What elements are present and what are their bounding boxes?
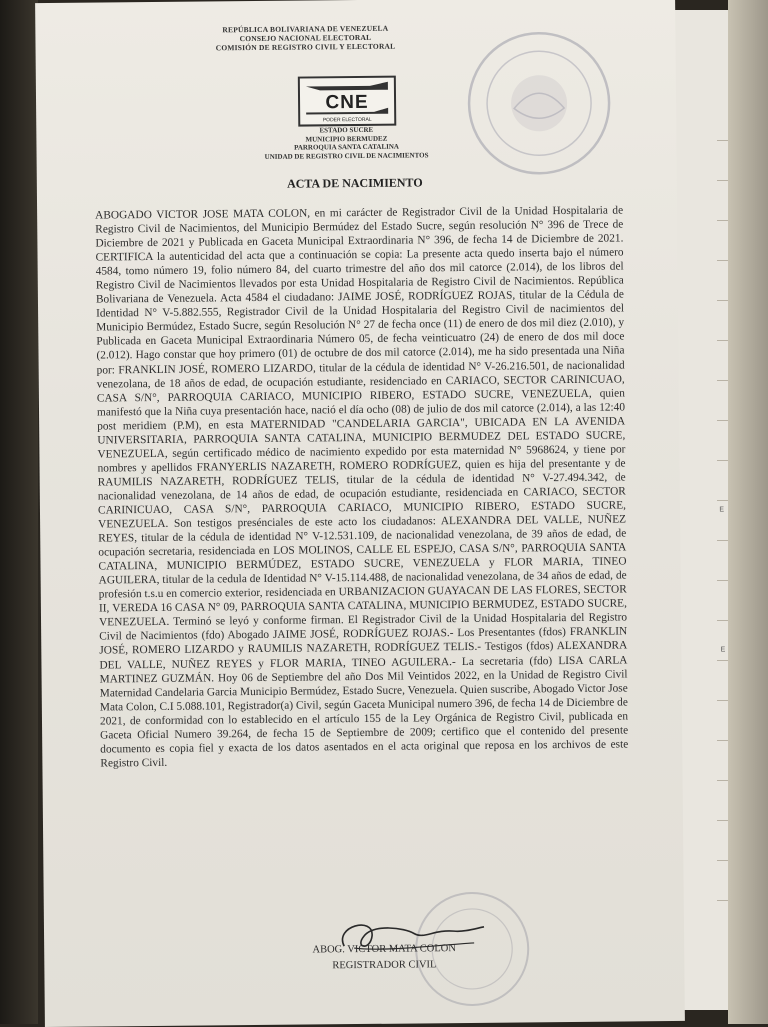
logo-text: CNE [325,91,369,114]
side-tab-marker: E [719,506,725,514]
birth-certificate-page [35,0,726,1027]
document-header [155,23,455,53]
document-title: ACTA DE NACIMIENTO [286,175,423,191]
header-line-republic: REPÚBLICA BOLIVARIANA DE VENEZUELA [222,23,389,35]
subheader-unit: UNIDAD DE REGISTRO CIVIL DE NACIMIENTOS [264,150,429,161]
side-tab-marker: E [720,646,726,654]
background-right [728,0,768,1024]
registrar-role: REGISTRADOR CIVIL [332,959,437,972]
header-line-commission: COMISIÓN DE REGISTRO CIVIL Y ELECTORAL [215,41,396,53]
subheader-municipality: MUNICIPIO BERMUDEZ [305,134,388,144]
subheader-parish: PARROQUIA SANTA CATALINA [294,142,399,152]
registry-unit-header [216,125,476,161]
registrar-name: ABOG. VICTOR MATA COLON [312,943,456,956]
header-line-council: CONSEJO NACIONAL ELECTORAL [239,32,372,44]
logo-subtitle: PODER ELECTORAL [322,116,372,124]
certificate-body [95,203,628,770]
background-left [0,0,38,1024]
certificate-body-paragraph: ABOGADO VICTOR JOSE MATA COLON, en mi carácter de Registrador Civil de la Unidad Hospitalaria de Registro Civil de Nacimientos, del Municipio Bermúdez del Estado Sucre, según resolución N° 396 de Trece de Diciembre de 2021 y Publicada en Gaceta Municipal Extraordinaria N° 396, de fecha 14 de Diciembre de 2021. CERTIFICA la autenticidad del acta que a continuación se copia: La presente acta quedo inserta bajo el número 4584, tomo número 19, folio número 84, del cuarto trimestre del año dos mil catorce (2.014), de los libros del Registro Civil de Nacimientos llevados por esta Unidad Hospitalaria de Registro Civil de Nacimientos. República Bolivariana de Venezuela. Acta 4584 el ciudadano: JAIME JOSÉ, RODRÍGUEZ ROJAS, titular de la Cédula de Identidad N° V-5.882.555, Registrador Civil de la Unidad Hospitalaria del Registro Civil de nacimientos del Municipio Bermúdez, Estado Sucre, según Resolución N° 27 de fecha once (11) de enero de dos mil diez (2.010), y Publicada en Gaceta Municipal Extraordinaria Número 05, de fecha veinticuatro (24) de enero de dos mil doce (2.012). Hago constar que hoy primero (01) de octubre de dos mil catorce (2.014), me ha sido presentada una Niña por: FRANKLIN JOSÉ, ROMERO LIZARDO, titular de la cédula de identidad N° V-26.216.501, de nacionalidad venezolana, de 18 años de edad, de ocupación estudiante, residenciado en CARIACO, SECTOR CARINICUAO, CASA S/N°, PARROQUIA CARIACO, MUNICIPIO RIBERO, ESTADO SUCRE, VENEZUELA, quien manifestó que la Niña cuya presentación hace, nació el día ocho (08) de julio de dos mil catorce (2.014), a las 12:40 post meridiem (P.M), en esta MATERNIDAD "CANDELARIA GARCIA", UBICADA EN LA AVENIDA UNIVERSITARIA, PARROQUIA SANTA CATALINA, MUNICIPIO BERMUDEZ DEL ESTADO SUCRE, VENEZUELA, según certificado médico de nacimiento expedido por esta maternidad N° 5968624, y tiene por nombres y apellidos FRANYERLIS NAZARETH, ROMERO RODRÍGUEZ, quien es hija del presentante y de RAUMILIS NAZARETH, RODRÍGUEZ TELIS, titular de la cédula de identidad N° V-27.494.342, de nacionalidad venezolana, de 14 años de edad, de ocupación estudiante, residenciada en CARIACO, SECTOR CARINICUAO, CASA S/N°, PARROQUIA CARIACO, MUNICIPIO RIBERO, ESTADO SUCRE, VENEZUELA. Son testigos presénciales de este acto los ciudadanos: ALEXANDRA DEL VALLE, NUÑEZ REYES, titular de la cédula de identidad N° V-12.531.109, de nacionalidad venezolana, de 39 años de edad, de ocupación secretaria, residenciada en LOS MOLINOS, CALLE EL ESPEJO, CASA S/N°, PARROQUIA SANTA CATALINA, MUNICIPIO BERMÚDEZ, ESTADO SUCRE, VENEZUELA y FLOR MARIA, TINEO AGUILERA, titular de la cedula de Identidad N° V-15.114.488, de nacionalidad venezolana, de 34 años de edad, de profesión t.s.u en comercio exterior, residenciada en URBANIZACION GUAYACAN DE LAS FLORES, SECTOR II, VEREDA 16 CASA N° 09, PARROQUIA SANTA CATALINA, MUNICIPIO BERMUDEZ, ESTADO SUCRE, VENEZUELA. Terminó se leyó y conforme firman. El Registrador Civil de la Unidad Hospitalaria del Registro Civil de Nacimientos (fdo) Abogado JAIME JOSÉ, RODRÍGUEZ ROJAS.- Los Presentantes (fdos) FRANKLIN JOSÉ, ROMERO LIZARDO y RAUMILIS NAZARETH, RODRÍGUEZ TELIS.- Testigos (fdos) ALEXANDRA DEL VALLE, NUÑEZ REYES y FLOR MARIA, TINEO AGUILERA.- La secretaria (fdo) LISA CARLA MARTINEZ GUZMÁN. Hoy 06 de Septiembre del año Dos Mil Veintidos 2022, en la Unidad de Registro Civil Maternidad Candelaria Garcia Municipio Bermúdez, Estado Sucre, Venezuela. Quien suscribe, Abogado Victor Jose Mata Colon, C.I 5.088.101, Registrador(a) Civil, según Gaceta Municipal numero 396, de fecha 14 de Diciembre de 2021, de conformidad con lo establecido en el artículo 155 de la Ley Orgánica de Registro Civil, publicada en Gaceta Oficial Numero 39.264, de fecha 15 de Septiembre de 2009; certifico que el contenido del presente documento es copia fiel y exacta de los datos asentados en el acta original que reposa en los archivos de este Registro Civil. [95,204,629,770]
signature-block [284,941,484,975]
official-seal-stamp [453,17,625,189]
subheader-state: ESTADO SUCRE [319,125,374,135]
cne-logo [298,76,396,127]
